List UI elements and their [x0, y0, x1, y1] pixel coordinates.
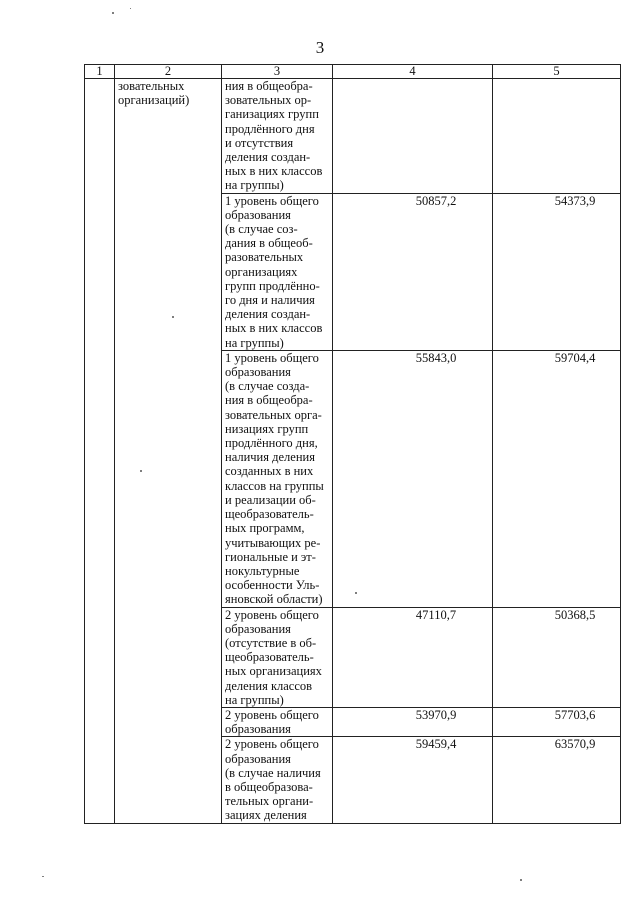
- description-line: наличия деления: [225, 450, 315, 465]
- description-line: образования: [225, 207, 291, 222]
- description-line: классов на группы: [225, 478, 324, 493]
- description-line: (отсутствие в об-: [225, 635, 317, 650]
- description-line: низациях групп: [225, 421, 309, 436]
- description-line: 2 уровень общего: [225, 737, 319, 752]
- description-line: ных организациях: [225, 664, 322, 679]
- description-line: ных в них классов: [225, 321, 323, 336]
- table-header-row: [85, 65, 621, 79]
- value-col5-cell: [493, 79, 621, 194]
- scan-speck: [112, 12, 114, 14]
- value-col4-cell: 59459,4: [333, 737, 493, 823]
- value-col5-cell: 57703,6: [493, 707, 621, 736]
- description-line: 2 уровень общего: [225, 607, 319, 622]
- description-line: дания в общеоб-: [225, 236, 313, 251]
- description-line: организациях: [225, 264, 298, 279]
- value-col4-cell: [333, 79, 493, 194]
- value-col5-cell: 63570,9: [493, 737, 621, 823]
- page-number: 3: [315, 38, 325, 57]
- value-col4-cell: 55843,0: [333, 350, 493, 607]
- description-line: образования: [225, 722, 291, 737]
- header-cell-1: 1: [85, 65, 115, 79]
- description-line: созданных в них: [225, 464, 314, 479]
- description-line: групп продлённо-: [225, 278, 320, 293]
- value-col4-cell: 50857,2: [333, 193, 493, 350]
- scan-speck: [130, 8, 131, 9]
- level-description-cell: [222, 79, 333, 194]
- description-line: деления создан-: [225, 307, 311, 322]
- scan-speck: [42, 876, 44, 877]
- description-line: продлённого дня,: [225, 436, 318, 451]
- value-col4-cell: 47110,7: [333, 607, 493, 707]
- description-line: на группы): [225, 335, 284, 350]
- description-line: 1 уровень общего: [225, 350, 319, 365]
- description-line: образования: [225, 365, 291, 380]
- description-line: деления классов: [225, 678, 313, 693]
- value-col5-cell: 50368,5: [493, 607, 621, 707]
- description-line: зациях деления: [225, 808, 307, 823]
- description-line: и отсутствия: [225, 135, 294, 150]
- description-line: (в случае созда-: [225, 379, 310, 394]
- description-line: нокультурные: [225, 563, 300, 578]
- description-line: щеобразователь-: [225, 507, 314, 522]
- description-line: зовательных ор-: [225, 93, 312, 108]
- data-table: [84, 64, 621, 824]
- description-line: разовательных: [225, 250, 304, 265]
- description-line: (в случае наличия: [225, 765, 321, 780]
- description-line: продлённого дня: [225, 121, 315, 136]
- value-col5-cell: 54373,9: [493, 193, 621, 350]
- header-cell-2: 2: [115, 65, 222, 79]
- description-line: (в случае соз-: [225, 222, 298, 237]
- description-line: тельных органи-: [225, 794, 314, 809]
- col2-cell: зовательных организаций): [115, 79, 222, 824]
- description-line: ных программ,: [225, 521, 305, 536]
- level-description-cell: [222, 707, 333, 736]
- level-description-cell: [222, 607, 333, 707]
- description-line: на группы): [225, 692, 284, 707]
- description-line: 1 уровень общего: [225, 193, 319, 208]
- scan-speck: [172, 316, 174, 318]
- scan-speck: [520, 879, 522, 881]
- value-col5-cell: 59704,4: [493, 350, 621, 607]
- description-line: образования: [225, 751, 291, 766]
- description-line: ганизациях групп: [225, 107, 319, 122]
- description-line: на группы): [225, 178, 284, 193]
- col1-cell: [85, 79, 115, 824]
- description-line: ных в них классов: [225, 164, 323, 179]
- description-line: ния в общеобра-: [225, 393, 313, 408]
- description-line: в общеобразова-: [225, 779, 313, 794]
- description-line: гиональные и эт-: [225, 549, 316, 564]
- level-description-cell: [222, 350, 333, 607]
- description-line: деления создан-: [225, 150, 311, 165]
- header-cell-3: 3: [222, 65, 333, 79]
- value-col4-cell: 53970,9: [333, 707, 493, 736]
- level-description-cell: [222, 193, 333, 350]
- level-description-cell: [222, 737, 333, 823]
- description-line: зовательных орга-: [225, 407, 322, 422]
- description-line: го дня и наличия: [225, 293, 315, 308]
- description-line: образования: [225, 621, 291, 636]
- description-line: 2 уровень общего: [225, 707, 319, 722]
- description-line: щеобразователь-: [225, 650, 314, 665]
- scan-speck: [140, 470, 142, 472]
- description-line: учитывающих ре-: [225, 535, 321, 550]
- table-row: [85, 79, 621, 194]
- description-line: и реализации об-: [225, 492, 316, 507]
- header-cell-4: 4: [333, 65, 493, 79]
- scan-speck: [355, 592, 357, 594]
- description-line: яновской области): [225, 592, 323, 607]
- header-cell-5: 5: [493, 65, 621, 79]
- description-line: ния в общеобра-: [225, 79, 313, 93]
- description-line: особенности Уль-: [225, 578, 320, 593]
